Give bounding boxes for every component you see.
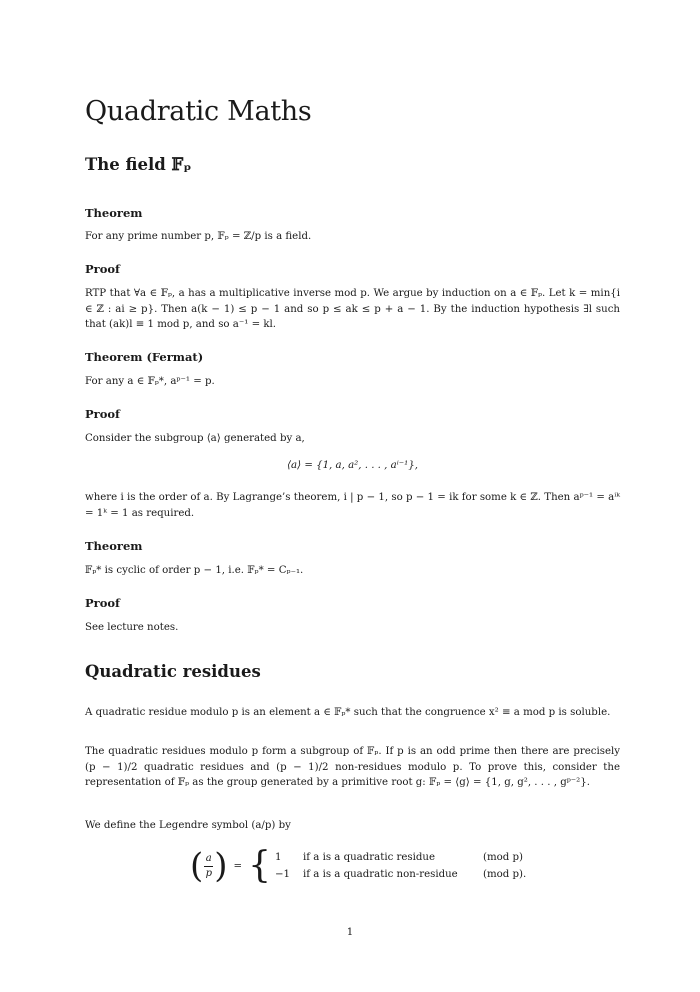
case-modulus: (mod p). <box>482 869 527 880</box>
page-number: 1 <box>346 927 354 938</box>
equals-sign: = <box>233 860 243 872</box>
residue-definition-text: A quadratic residue modulo p is an element a ∈ 𝔽ₚ* such that the congruence x² ≡ a mod p is soluble. <box>85 707 611 718</box>
legendre-cases <box>275 849 526 883</box>
proof-heading: Proof <box>85 596 120 610</box>
proof-text: RTP that ∀a ∈ 𝔽ₚ, a has a multiplicative inverse mod p. We argue by induction on a ∈ 𝔽ₚ. Let k = min{i ∈ ℤ : ai ≥ p}. Then a(k − 1) ≤ p − 1 and so p ≤ ak ≤ p + a − 1. By the induction hypothesis ∃l such that (ak)l ≡ 1 mod p, and so a⁻¹ = kl. <box>85 288 620 330</box>
subgroup-display-equation: ⟨a⟩ = {1, a, a², . . . , aⁱ⁻¹}, <box>287 460 418 471</box>
legendre-case-row <box>275 866 526 883</box>
case-condition: if a is a quadratic non-residue <box>302 869 458 880</box>
proof-text: where i is the order of a. By Lagrange’s theorem, i | p − 1, so p − 1 = ik for some k ∈ ℤ. Then aᵖ⁻¹ = aⁱᵏ = 1ᵏ = 1 as required. <box>85 492 620 519</box>
theorem-heading: Theorem <box>85 539 143 553</box>
legendre-numerator: a <box>205 852 212 864</box>
legendre-symbol: ( a p ) <box>190 846 228 886</box>
document-title: Quadratic Maths <box>85 96 312 127</box>
cases-brace: { <box>248 845 271 886</box>
legendre-denominator: p <box>205 867 212 879</box>
case-condition: if a is a quadratic residue <box>302 852 436 863</box>
case-value: −1 <box>274 869 291 880</box>
theorem-text: For any prime number p, 𝔽ₚ = ℤ/p is a field. <box>85 231 312 242</box>
fermat-theorem-text: For any a ∈ 𝔽ₚ*, aᵖ⁻¹ = p. <box>85 376 215 387</box>
legendre-case-row <box>275 849 526 866</box>
proof-intro-text: Consider the subgroup ⟨a⟩ generated by a, <box>85 433 305 444</box>
theorem-text: 𝔽ₚ* is cyclic of order p − 1, i.e. 𝔽ₚ* = Cₚ₋₁. <box>85 565 304 576</box>
proof-heading: Proof <box>85 262 120 276</box>
case-value: 1 <box>274 852 282 863</box>
fermat-theorem-heading: Theorem (Fermat) <box>85 350 204 364</box>
section-heading-residues: Quadratic residues <box>85 662 261 681</box>
legendre-symbol-definition <box>190 845 527 886</box>
proof-text: See lecture notes. <box>85 622 179 633</box>
section-heading-field: The field 𝔽ₚ <box>85 155 192 174</box>
case-modulus: (mod p) <box>482 852 524 863</box>
legendre-intro-text: We define the Legendre symbol (a/p) by <box>85 820 291 831</box>
proof-heading: Proof <box>85 407 120 421</box>
residue-subgroup-text: The quadratic residues modulo p form a subgroup of 𝔽ₚ. If p is an odd prime then there are precisely (p − 1)/2 quadratic residues and (p − 1)/2 non-residues modulo p. To prove this, consider the representation of 𝔽ₚ as the group generated by a primitive root g: 𝔽ₚ = ⟨g⟩ = {1, g, g², . . . , gᵖ⁻²}. <box>85 746 620 788</box>
theorem-heading: Theorem <box>85 206 143 220</box>
